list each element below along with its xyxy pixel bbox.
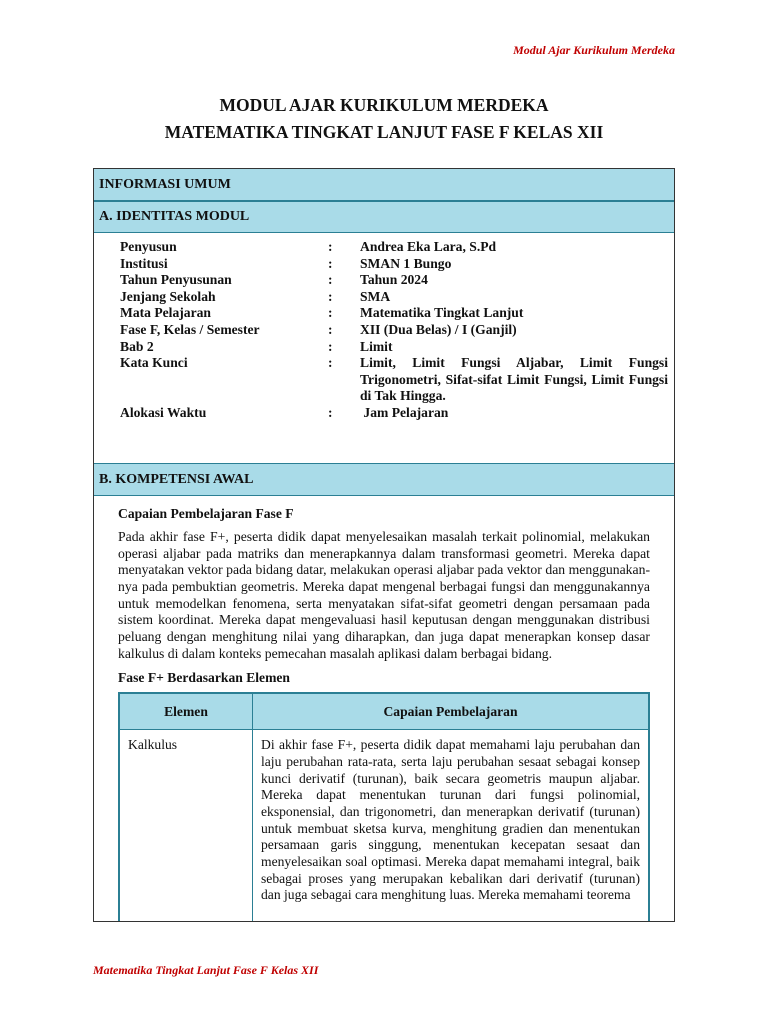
identitas-value: Jam Pelajaran xyxy=(360,404,449,420)
title-line-1: MODUL AJAR KURIKULUM MERDEKA xyxy=(219,95,549,115)
identitas-value: SMA xyxy=(360,288,391,304)
title-line-2: MATEMATIKA TINGKAT LANJUT FASE F KELAS XII xyxy=(164,122,604,142)
elemen-heading: Fase F+ Berdasarkan Elemen xyxy=(118,670,290,686)
identitas-label: Institusi xyxy=(120,255,168,271)
identitas-row xyxy=(120,339,674,356)
identitas-row xyxy=(120,405,674,422)
identitas-value: Andrea Eka Lara, S.Pd xyxy=(360,239,497,254)
identitas-colon: : xyxy=(328,338,333,354)
identitas-row xyxy=(120,355,674,405)
identitas-value: Limit xyxy=(360,338,393,354)
section-informasi-umum: INFORMASI UMUM xyxy=(94,169,674,201)
identitas-colon: : xyxy=(328,255,333,271)
section-identitas-modul: A. IDENTITAS MODUL xyxy=(94,201,674,233)
capaian-cell: Di akhir fase F+, peserta didik dapat memahami laju perubahan dan laju perubahan rata-rata, serta laju perubahan sesaat sebagai konsep kunci derivatif (turunan), baik secara geometris maupun aljabar. Mereka dapat menentukan turunan dari fungsi polinomial, eksponensial, dan trigonometri, dan menerapkan derivatif (turunan) untuk membuat sketsa kurva, menghitung gradien dan menentukan persamaan garis singgung, menentukan kecepatan sesaat dan menyelesaikan soal optimasi. Mereka dapat memahami integral, baik sebagai proses yang merupakan kebalikan dari derivatif (turunan) dan juga sebagai cara menghitung luas. Mereka memahami teorema xyxy=(253,730,650,922)
identitas-label: Tahun Penyusunan xyxy=(120,272,232,288)
identitas-value: Limit, Limit Fungsi Aljabar, Limit Fungsi Trigonometri, Sifat-sifat Limit Fungsi, Limit Fungsi di Tak Hingga. xyxy=(360,355,668,404)
capaian-paragraph: Pada akhir fase F+, peserta didik dapat menyelesaikan masalah terkait polinomial, melakukan operasi aljabar pada matriks dan menerapkannya dalam transformasi geometri. Mereka dapat menyatakan vektor pada bidang datar, melakukan operasi aljabar pada vektor dan menggunakan-nya pada pembuktian geometris. Mereka dapat mengenal berbagai fungsi dan menggunakannya untuk memodelkan fenomena, serta menyatakan sifat-sifat geometri dengan persamaan pada sistem koordinat. Mereka dapat mengevaluasi hasil keputusan dengan menggunakan distribusi peluang dengan menghitung nilai yang diharapkan, dan juga dapat menerapkan konsep dasar kalkulus di dalam konteks pemecahan masalah aplikasi dalam berbagai bidang. xyxy=(118,529,650,661)
column-header-elemen: Elemen xyxy=(119,693,253,730)
identitas-row xyxy=(120,322,674,339)
identitas-row xyxy=(120,239,674,256)
identitas-label: Alokasi Waktu xyxy=(120,404,207,420)
identitas-row xyxy=(120,305,674,322)
identitas-label: Jenjang Sekolah xyxy=(120,288,216,304)
identitas-value: XII (Dua Belas) / I (Ganjil) xyxy=(360,321,517,337)
identitas-colon: : xyxy=(328,355,333,371)
identitas-label: Mata Pelajaran xyxy=(120,305,211,321)
identitas-row xyxy=(120,289,674,306)
identitas-label: Penyusun xyxy=(120,239,177,254)
table-header-row xyxy=(119,693,649,730)
column-header-capaian: Capaian Pembelajaran xyxy=(253,693,650,730)
identitas-colon: : xyxy=(328,321,333,337)
identitas-colon: : xyxy=(328,239,333,254)
identitas-value: SMAN 1 Bungo xyxy=(360,255,452,271)
identitas-value: Tahun 2024 xyxy=(360,272,428,288)
identitas-colon: : xyxy=(328,305,333,321)
identitas-colon: : xyxy=(328,288,333,304)
identitas-colon: : xyxy=(328,404,333,420)
elemen-cell: Kalkulus xyxy=(119,730,253,922)
identitas-value: Matematika Tingkat Lanjut xyxy=(360,305,524,321)
section-kompetensi-awal: B. KOMPETENSI AWAL xyxy=(94,463,674,496)
identitas-label: Kata Kunci xyxy=(120,355,188,371)
capaian-table xyxy=(118,692,650,922)
running-header: Modul Ajar Kurikulum Merdeka xyxy=(513,43,675,57)
identitas-row xyxy=(120,272,674,289)
table-row xyxy=(119,730,649,922)
identitas-colon: : xyxy=(328,272,333,288)
identitas-table xyxy=(94,233,674,463)
module-frame xyxy=(93,168,675,922)
identitas-label: Bab 2 xyxy=(120,338,154,354)
running-footer: Matematika Tingkat Lanjut Fase F Kelas XII xyxy=(93,963,319,977)
identitas-label: Fase F, Kelas / Semester xyxy=(120,321,260,337)
kompetensi-body xyxy=(94,506,674,922)
identitas-row xyxy=(120,256,674,273)
document-title xyxy=(0,92,768,146)
capaian-heading: Capaian Pembelajaran Fase F xyxy=(118,506,294,521)
